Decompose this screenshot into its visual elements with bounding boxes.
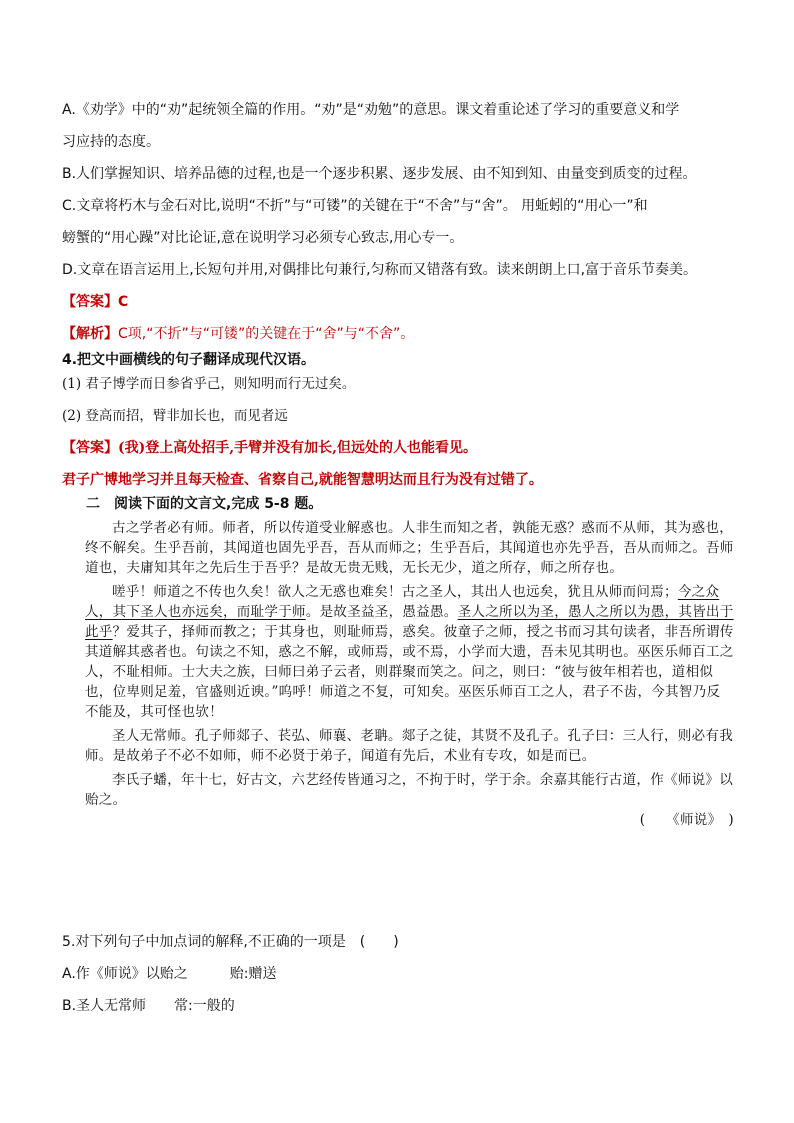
q4-answer-2: 君子广博地学习并且每天检查、省察自己,就能智慧明达而且行为没有过错了。 — [62, 472, 543, 488]
q4-answer-tag: 【答案】 — [62, 440, 118, 456]
passage-paragraph-4: 李氏子蟠，年十七，好古文，六艺经传皆通习之，不拘于时，学于余。余嘉其能行古道，作《师说》以贻之。 — [85, 772, 733, 808]
passage — [85, 518, 734, 830]
passage-p2-part-b: 。是故圣益圣，愚益愚。 — [305, 604, 458, 620]
q3-option-c-line2: 螃蟹的“用心躁”对比论证,意在说明学习必须专心致志,用心专一。 — [62, 230, 464, 246]
answer-value: C — [118, 294, 129, 310]
q5-stem: 5.对下列句子中加点词的解释,不正确的一项是 ( ) — [62, 934, 399, 950]
passage-p2-part-a: 嗟乎！师道之不传也久矣！欲人之无惑也难矣！古之圣人，其出人也远矣，犹且从师而问焉； — [112, 584, 678, 600]
q4-answer-1 — [62, 438, 734, 458]
underlined-sentence-1: 今之众人，其下圣人也亦远矣，而耻学于师 — [85, 584, 720, 620]
passage-source: ( 《师说》 ) — [639, 812, 734, 828]
analysis-text: C项,“不折”与“可镂”的关键在于“舍”与“不舍”。 — [118, 326, 415, 342]
analysis-tag: 【解析】 — [62, 326, 118, 342]
q3-option-c-line1: C.文章将朽木与金石对比,说明“不折”与“可镂”的关键在于“不舍”与“舍”。 用蚯蚓的“用心一”和 — [62, 198, 648, 214]
q3-option-a-line1: A.《劝学》中的“劝”起统领全篇的作用。“劝”是“劝勉”的意思。课文着重论述了学习的重要意义和学 — [62, 102, 680, 118]
q5-option-a: A.作《师说》以贻之 贻:赠送 — [62, 966, 277, 982]
q3-option-a-line2: 习应持的态度。 — [62, 134, 160, 150]
answer-tag: 【答案】 — [62, 294, 118, 310]
q3-answer — [62, 292, 734, 312]
passage-paragraph-1: 古之学者必有师。师者，所以传道受业解惑也。人非生而知之者，孰能无惑？惑而不从师，其为惑也，终不解矣。生乎吾前，其闻道也固先乎吾，吾从而师之；生乎吾后，其闻道也亦先乎吾，吾从而师之。吾师道也，夫庸知其年之先后生于吾乎？是故无贵无贱，无长无少，道之所存，师之所存也。 — [85, 520, 734, 576]
underlined-sentence-2: 圣人之所以为圣，愚人之所以为愚，其皆出于此乎 — [85, 604, 734, 640]
q5-option-b: B.圣人无常师 常:一般的 — [62, 998, 235, 1014]
q4-sentence-2: (2) 登高而招，臂非加长也，而见者远 — [62, 408, 288, 424]
section2-title: 二 阅读下面的文言文,完成 5-8 题。 — [86, 496, 323, 512]
q4-stem: 4.把文中画横线的句子翻译成现代汉语。 — [62, 352, 316, 368]
q3-option-b: B.人们掌握知识、培养品德的过程,也是一个逐步积累、逐步发展、由不知到知、由量变到质变的过程。 — [62, 166, 697, 182]
passage-p2-part-c: ？爱其子，择师而教之；于其身也，则耻师焉，惑矣。彼童子之师，授之书而习其句读者，非吾所谓传其道解其惑者也。句读之不知，惑之不解，或师焉，或不焉，小学而大遗，吾未见其明也。巫医乐师百工之人，不耻相师。士大夫之族，曰师曰弟子云者，则群聚而笑之。问之，则曰：“彼与彼年相若也，道相似也，位卑则足羞，官盛则近谀。”呜呼！师道之不复，可知矣。巫医乐师百工之人，君子不齿，今其智乃反不能及，其可怪也欤！ — [85, 624, 734, 720]
passage-paragraph-2 — [85, 582, 734, 722]
q4-sentence-1: (1) 君子博学而日参省乎己，则知明而行无过矣。 — [62, 376, 356, 392]
q4-answer-1-text: (我)登上高处招手,手臂并没有加长,但远处的人也能看见。 — [118, 440, 477, 456]
passage-paragraph-3: 圣人无常师。孔子师郯子、苌弘、师襄、老聃。郯子之徒，其贤不及孔子。孔子曰：三人行，则必有我师。是故弟子不必不如师，师不必贤于弟子，闻道有先后，术业有专攻，如是而已。 — [85, 728, 733, 764]
q3-option-d: D.文章在语言运用上,长短句并用,对偶排比句兼行,匀称而又错落有致。读来朗朗上口,富于音乐节奏美。 — [62, 262, 698, 278]
q3-analysis — [62, 324, 734, 344]
